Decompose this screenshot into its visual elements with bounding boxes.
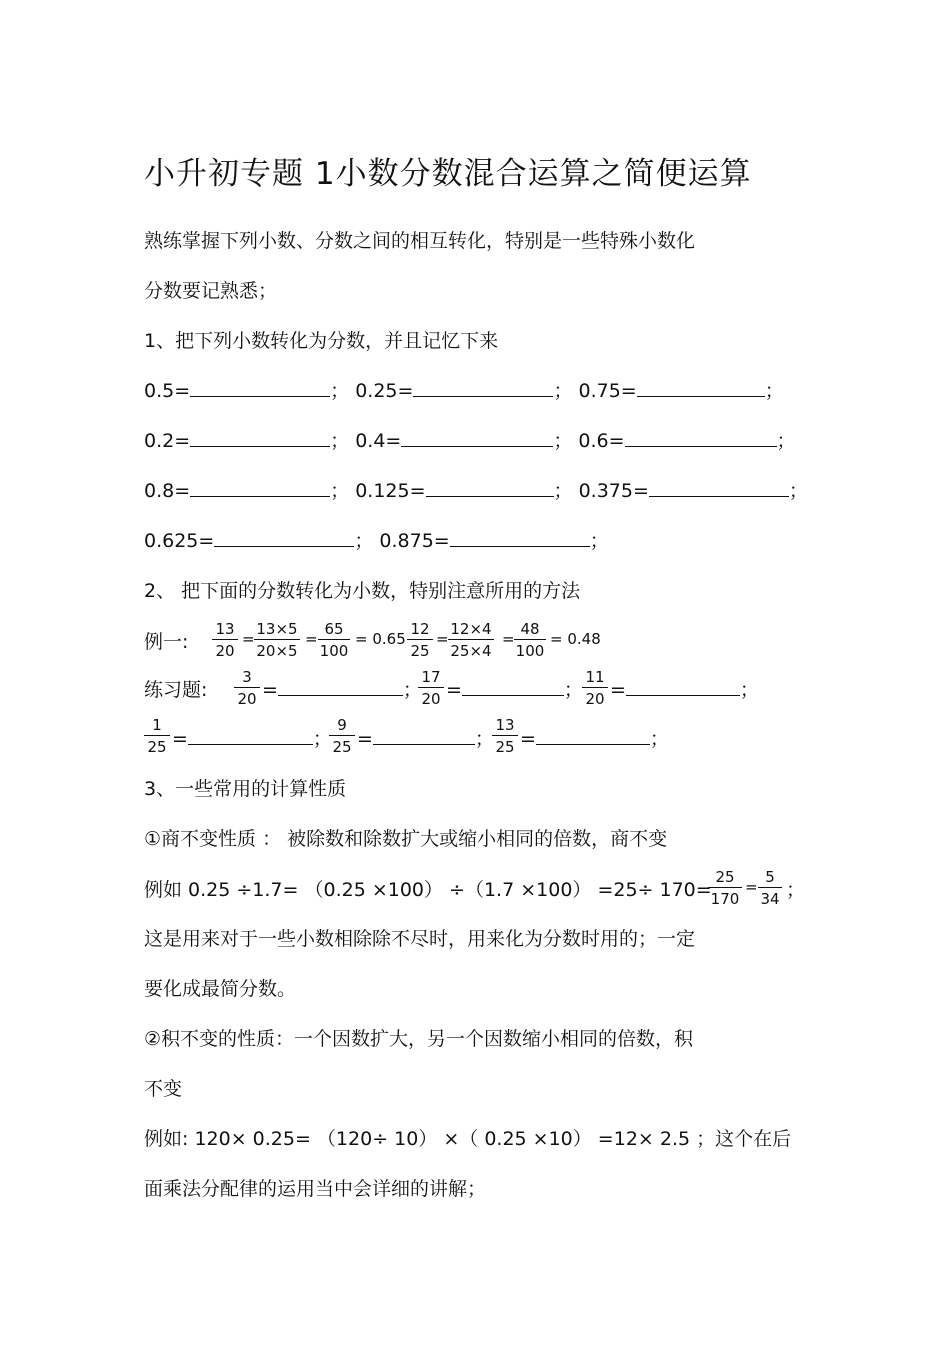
page-title: 小升初专题 1小数分数混合运算之简便运算	[144, 156, 752, 192]
answer-blank[interactable]	[190, 480, 330, 497]
conversion-row-2	[144, 429, 796, 453]
answer-blank[interactable]	[413, 380, 553, 397]
separator: ；	[553, 480, 573, 502]
section3-heading: 3、一些常用的计算性质	[144, 778, 347, 800]
separator: ；	[354, 530, 374, 552]
product-example-2: 面乘法分配律的运用当中会详细的讲解；	[144, 1178, 487, 1200]
product-property-2: 不变	[144, 1078, 183, 1100]
answer-blank[interactable]	[278, 679, 403, 696]
equals-sign: =	[305, 630, 318, 648]
quotient-note-2: 要化成最简分数。	[144, 978, 297, 1000]
example-label: 例一:	[144, 631, 189, 653]
item-label: 0.8=	[144, 480, 191, 502]
item-label: 0.25=	[355, 380, 414, 402]
separator: ；	[330, 480, 350, 502]
item-label: 0.875=	[379, 530, 450, 552]
answer-blank[interactable]	[626, 679, 740, 696]
answer-blank[interactable]	[649, 480, 789, 497]
answer-blank[interactable]	[373, 728, 475, 745]
result-value: = 0.48	[550, 630, 601, 648]
result-value: = 0.65	[355, 630, 406, 648]
answer-blank[interactable]	[401, 430, 553, 447]
fraction: $\frac{17}{20}$	[418, 668, 444, 708]
practice-answer: = ；	[446, 679, 583, 701]
fraction: $\frac{3}{20}$	[234, 668, 260, 708]
fraction: $\frac{11}{20}$	[582, 668, 608, 708]
fraction: $\frac{13\times 5}{20\times 5}$	[254, 620, 300, 660]
fraction: $\frac{13}{25}$	[492, 716, 518, 756]
separator: ；	[330, 430, 350, 452]
item-label: 0.2=	[144, 430, 191, 452]
item-label: 0.6=	[578, 430, 625, 452]
conversion-row-1	[144, 379, 784, 403]
fraction: $\frac{48}{100}$	[515, 620, 545, 660]
item-label: 0.75=	[578, 380, 637, 402]
fraction: $\frac{13}{20}$	[212, 620, 238, 660]
answer-blank[interactable]	[426, 480, 554, 497]
separator: ；	[764, 380, 784, 402]
answer-blank[interactable]	[637, 380, 765, 397]
equals-sign: =	[436, 630, 449, 648]
separator: ；	[589, 530, 609, 552]
conversion-row-4	[144, 529, 609, 553]
fraction: $\frac{65}{100}$	[319, 620, 349, 660]
separator: ；	[553, 380, 573, 402]
answer-blank[interactable]	[190, 430, 330, 447]
answer-blank[interactable]	[450, 530, 590, 547]
practice-label: 练习题:	[144, 679, 208, 701]
separator: ；	[776, 430, 796, 452]
practice-answer: = ；	[262, 679, 422, 701]
answer-blank[interactable]	[188, 728, 313, 745]
quotient-property: ①商不变性质 ： 被除数和除数扩大或缩小相同的倍数，商不变	[144, 828, 668, 850]
equals-sign: =	[745, 878, 758, 896]
section2-heading: 2、 把下面的分数转化为小数，特别注意所用的方法	[144, 580, 581, 602]
item-label: 0.375=	[578, 480, 649, 502]
fraction: $\frac{5}{34}$	[758, 868, 782, 908]
practice-answer: = ；	[610, 679, 759, 701]
practice-answer: = ；	[520, 728, 669, 750]
item-label: 0.125=	[355, 480, 426, 502]
section1-heading: 1、把下列小数转化为分数，并且记忆下来	[144, 330, 499, 352]
intro-line-1: 熟练掌握下列小数、分数之间的相互转化，特别是一些特殊小数化	[144, 230, 696, 252]
intro-line-2: 分数要记熟悉；	[144, 280, 278, 302]
fraction: $\frac{12}{25}$	[407, 620, 433, 660]
fraction: $\frac{1}{25}$	[144, 716, 170, 756]
separator: ；	[786, 879, 806, 901]
separator: ；	[330, 380, 350, 402]
equals-sign: =	[242, 630, 255, 648]
quotient-note-1: 这是用来对于一些小数相除除不尽时，用来化为分数时用的；一定	[144, 928, 696, 950]
fraction: $\frac{9}{25}$	[329, 716, 355, 756]
answer-blank[interactable]	[190, 380, 330, 397]
conversion-row-3	[144, 479, 808, 503]
product-property-1: ②积不变的性质：一个因数扩大，另一个因数缩小相同的倍数，积	[144, 1028, 694, 1050]
separator: ；	[553, 430, 573, 452]
fraction: $\frac{25}{170}$	[708, 868, 742, 908]
answer-blank[interactable]	[214, 530, 354, 547]
item-label: 0.625=	[144, 530, 215, 552]
item-label: 0.4=	[355, 430, 402, 452]
equals-sign: =	[502, 630, 515, 648]
product-example-1: 例如: 120× 0.25= （120÷ 10） ×（ 0.25 ×10） =12× 2.5 ；这个在后	[144, 1128, 792, 1150]
quotient-example: 例如 0.25 ÷1.7= （0.25 ×100） ÷（1.7 ×100） =25÷ 170=	[144, 879, 712, 901]
practice-answer: = ；	[357, 728, 494, 750]
separator: ；	[788, 480, 808, 502]
answer-blank[interactable]	[462, 679, 564, 696]
answer-blank[interactable]	[536, 728, 650, 745]
answer-blank[interactable]	[625, 430, 777, 447]
item-label: 0.5=	[144, 380, 191, 402]
practice-answer: = ；	[172, 728, 332, 750]
fraction: $\frac{12\times 4}{25\times 4}$	[448, 620, 494, 660]
